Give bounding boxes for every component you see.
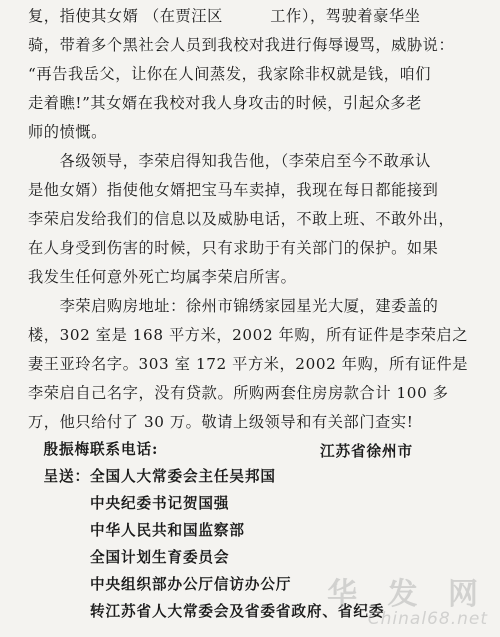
body-line: 各级领导，李荣启得知我告他，（李荣启至今不敢承认 bbox=[28, 152, 431, 170]
contact-line: 殷振梅联系电话: bbox=[28, 441, 159, 458]
cc-line: 中华人民共和国监察部 bbox=[28, 522, 245, 539]
cc-line: 中央纪委书记贺国强 bbox=[28, 495, 230, 512]
body-line: 楼，302 室是 168 平方米，2002 年购，所有证件是李荣启之 bbox=[28, 326, 469, 344]
body-line: 李荣启自己名字，没有贷款。所购两套住房房款合计 100 多 bbox=[28, 384, 449, 402]
body-line: 万，他只给付了 30 万。敬请上级领导和有关部门查实! bbox=[28, 413, 414, 431]
body-line: 骑，带着多个黑社会人员到我校对我进行侮辱谩骂，威胁说： bbox=[28, 36, 455, 54]
body-line: 我发生任何意外死亡均属李荣启所害。 bbox=[28, 268, 297, 286]
watermark-url: Chinal68.net bbox=[367, 609, 488, 629]
body-line: 复，指使其女婿 （在贾汪区 工作），驾驶着豪华坐 bbox=[28, 7, 421, 25]
cc-line: 呈送：全国人大常委会主任吴邦国 bbox=[28, 468, 276, 485]
body-line: 师的愤慨。 bbox=[28, 123, 107, 141]
watermark-text: 华 发 网 bbox=[327, 577, 488, 612]
body-line: 妻王亚玲名字。303 室 172 平方米，2002 年购，所有证件是 bbox=[28, 355, 469, 373]
body-line: 李荣启购房地址：徐州市锦绣家园星光大厦，建委盖的 bbox=[28, 297, 439, 315]
site-watermark bbox=[327, 569, 488, 629]
body-line: 在人身受到伤害的时候，只有求助于有关部门的保护。如果 bbox=[28, 239, 439, 257]
cc-line: 转江苏省人大常委会及省委省政府、省纪委 bbox=[28, 603, 385, 620]
body-line: 是他女婿）指使他女婿把宝马车卖掉，我现在每日都能接到 bbox=[28, 181, 439, 199]
cc-line: 中央组织部办公厅信访办公厅 bbox=[28, 576, 292, 593]
sender-city: 江苏省徐州市 bbox=[320, 443, 413, 460]
body-line: 李荣启发给我们的信息以及威胁电话，不敢上班、不敢外出， bbox=[28, 210, 455, 228]
cc-line: 全国计划生育委员会 bbox=[28, 549, 230, 566]
body-line: “再告我岳父，让你在人间蒸发，我家除非权就是钱，咱们 bbox=[28, 65, 432, 83]
body-line: 走着瞧!”其女婿在我校对我人身攻击的时候，引起众多老 bbox=[28, 94, 422, 112]
